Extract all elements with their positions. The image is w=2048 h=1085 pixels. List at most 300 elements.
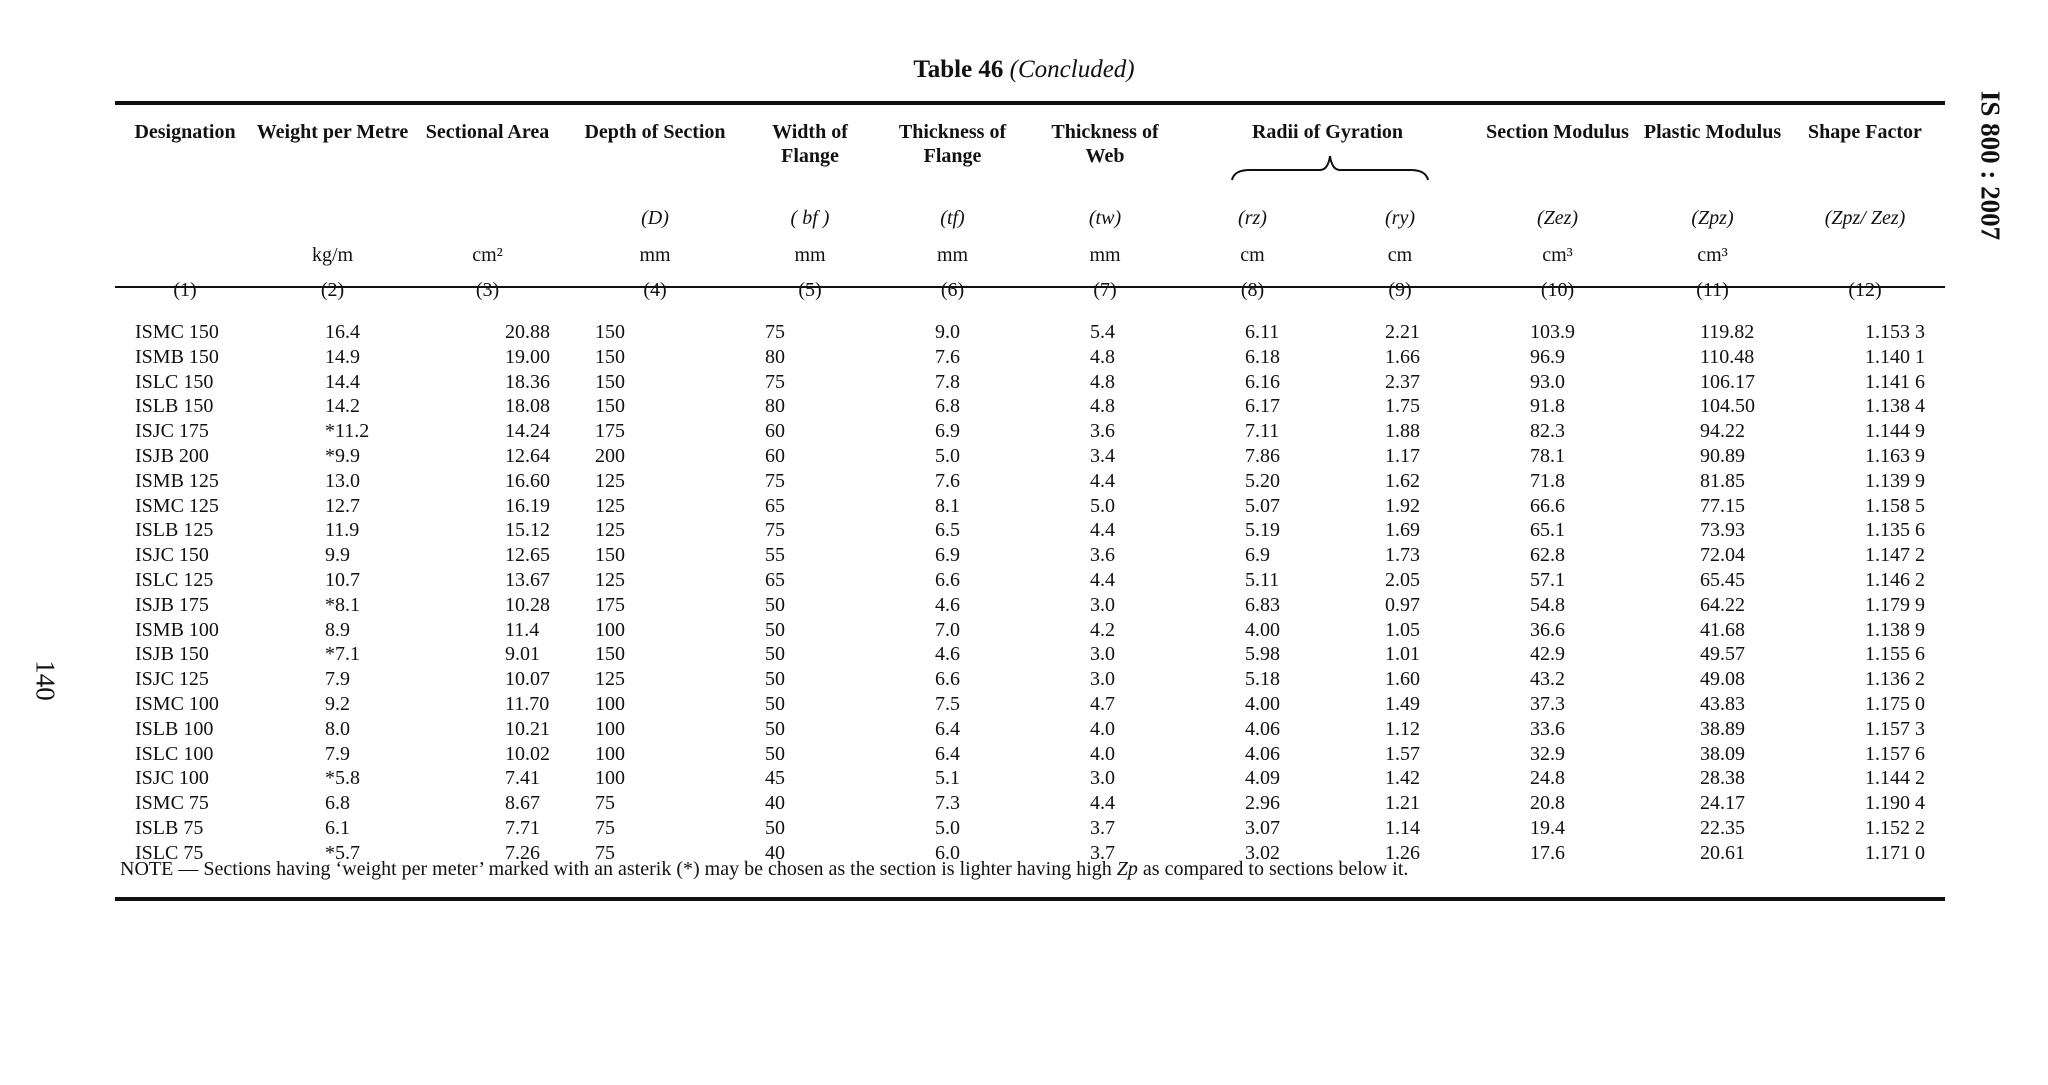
- table-cell: 1.73: [1385, 544, 1420, 567]
- table-cell: ISLB 150: [135, 395, 214, 418]
- table-cell: 100: [595, 742, 625, 765]
- table-cell: 11.9: [325, 519, 360, 542]
- table-cell: 40: [765, 792, 785, 815]
- col-number: (6): [940, 278, 965, 301]
- col-unit: cm: [1240, 243, 1265, 266]
- table-cell: 2.37: [1385, 370, 1420, 393]
- table-cell: 6.4: [935, 742, 960, 765]
- table-cell: ISMC 150: [135, 321, 219, 343]
- table-cell: 7.6: [935, 469, 960, 492]
- table-cell: 6.6: [935, 568, 960, 591]
- table-cell: 1.75: [1385, 395, 1420, 418]
- table-cell: 175: [595, 593, 625, 616]
- table-cell: ISJC 125: [135, 668, 209, 691]
- table-cell: 1.163 9: [1865, 444, 1925, 467]
- table-row: [115, 618, 1945, 643]
- table-cell: 50: [765, 593, 785, 616]
- table-cell: 1.158 5: [1865, 494, 1925, 517]
- table-row: [115, 667, 1945, 692]
- table-cell: 125: [595, 668, 625, 691]
- table-row: [115, 494, 1945, 519]
- table-cell: 18.08: [505, 395, 550, 418]
- col-header-radii: Radii of Gyration: [1251, 121, 1404, 143]
- table-cell: 5.0: [935, 444, 960, 467]
- table-row: [115, 469, 1945, 494]
- table-cell: 125: [595, 469, 625, 492]
- table-cell: 5.4: [1090, 321, 1115, 343]
- table-cell: 1.153 3: [1865, 321, 1925, 343]
- table-cell: 175: [595, 420, 625, 443]
- table-cell: 75: [595, 816, 615, 839]
- table-cell: 50: [765, 742, 785, 765]
- table-cell: 106.17: [1700, 370, 1755, 393]
- table-cell: 6.8: [325, 792, 350, 815]
- col-number: (10): [1540, 278, 1575, 301]
- table-cell: ISLB 125: [135, 519, 214, 542]
- table-cell: 5.1: [935, 767, 960, 790]
- table-row: [115, 816, 1945, 841]
- table-cell: 1.17: [1385, 444, 1420, 467]
- table-cell: 150: [595, 370, 625, 393]
- table-cell: 7.9: [325, 668, 350, 691]
- table-cell: 2.96: [1245, 792, 1280, 815]
- table-title: [0, 56, 2048, 84]
- table-cell: 90.89: [1700, 444, 1745, 467]
- table-cell: 12.64: [505, 444, 550, 467]
- table-cell: 50: [765, 668, 785, 691]
- table-cell: ISMC 100: [135, 692, 219, 715]
- table-cell: 125: [595, 494, 625, 517]
- table-cell: 6.9: [935, 420, 960, 443]
- table-cell: 125: [595, 519, 625, 542]
- table-cell: 93.0: [1530, 370, 1565, 393]
- table-cell: 16.19: [505, 494, 550, 517]
- table-row: [115, 518, 1945, 543]
- table-cell: 4.6: [935, 593, 960, 616]
- col-unit: mm: [1089, 243, 1121, 266]
- table-note: [120, 858, 1408, 881]
- table-cell: 75: [595, 841, 615, 864]
- table-cell: 80: [765, 345, 785, 368]
- table-cell: 6.11: [1245, 321, 1280, 343]
- table-cell: 78.1: [1530, 444, 1565, 467]
- table-row: [115, 791, 1945, 816]
- table-cell: 7.41: [505, 767, 540, 790]
- col-symbol: (D): [641, 206, 669, 229]
- table-cell: 64.22: [1700, 593, 1745, 616]
- col-unit: cm³: [1542, 243, 1573, 266]
- table-cell: 49.08: [1700, 668, 1745, 691]
- col-header-area: Sectional Area: [425, 121, 550, 143]
- table-cell: 6.18: [1245, 345, 1280, 368]
- table-cell: 1.69: [1385, 519, 1420, 542]
- table-cell: 4.4: [1090, 469, 1115, 492]
- table-cell: 7.26: [505, 841, 540, 864]
- table-cell: 1.57: [1385, 742, 1420, 765]
- table-row: [115, 320, 1945, 345]
- table-cell: 4.6: [935, 643, 960, 666]
- table-cell: 75: [765, 469, 785, 492]
- table-row: [115, 568, 1945, 593]
- table-cell: 91.8: [1530, 395, 1565, 418]
- table-cell: *9.9: [325, 444, 360, 467]
- table-cell: 1.157 6: [1865, 742, 1925, 765]
- table-cell: 6.8: [935, 395, 960, 418]
- top-rule: [115, 101, 1945, 105]
- col-symbol: [255, 198, 410, 238]
- table-cell: 8.9: [325, 618, 350, 641]
- table-cell: 5.0: [1090, 494, 1115, 517]
- table-cell: 1.60: [1385, 668, 1420, 691]
- table-cell: 150: [595, 544, 625, 567]
- table-cell: 50: [765, 692, 785, 715]
- table-cell: 200: [595, 444, 625, 467]
- table-cell: 4.0: [1090, 717, 1115, 740]
- col-unit: [115, 238, 255, 272]
- table-cell: ISJC 100: [135, 767, 209, 790]
- table-cell: 7.6: [935, 345, 960, 368]
- table-cell: 5.07: [1245, 494, 1280, 517]
- table-cell: 1.14: [1385, 816, 1420, 839]
- table-cell: 72.04: [1700, 544, 1745, 567]
- table-cell: 32.9: [1530, 742, 1565, 765]
- table-cell: 16.4: [325, 321, 360, 343]
- table-cell: 82.3: [1530, 420, 1565, 443]
- table-cell: 4.8: [1090, 395, 1115, 418]
- table-cell: 9.01: [505, 643, 540, 666]
- table-cell: 6.17: [1245, 395, 1280, 418]
- col-unit: kg/m: [311, 243, 354, 266]
- table-cell: 6.6: [935, 668, 960, 691]
- table-cell: 6.9: [935, 544, 960, 567]
- table-cell: 0.97: [1385, 593, 1420, 616]
- table-cell: 100: [595, 692, 625, 715]
- table-cell: 10.21: [505, 717, 550, 740]
- note-text-after: as compared to sections below it.: [1137, 858, 1409, 880]
- table-cell: 49.57: [1700, 643, 1745, 666]
- table-cell: 3.4: [1090, 444, 1115, 467]
- table-cell: 4.4: [1090, 792, 1115, 815]
- table-cell: 54.8: [1530, 593, 1565, 616]
- table-cell: 1.21: [1385, 792, 1420, 815]
- col-number: (2): [320, 278, 345, 301]
- col-number: (1): [173, 278, 197, 301]
- table-cell: 1.92: [1385, 494, 1420, 517]
- table-cell: 7.3: [935, 792, 960, 815]
- table-cell: 1.179 9: [1865, 593, 1925, 616]
- table-cell: ISLC 125: [135, 568, 214, 591]
- table-cell: 1.12: [1385, 717, 1420, 740]
- table-cell: 3.02: [1245, 841, 1280, 864]
- table-cell: 65: [765, 568, 785, 591]
- table-cell: 41.68: [1700, 618, 1745, 641]
- table-cell: ISLC 75: [135, 841, 204, 864]
- table-cell: 9.2: [325, 692, 350, 715]
- table-cell: 1.49: [1385, 692, 1420, 715]
- col-header-weight: Weight per Metre: [256, 121, 409, 143]
- table-cell: 65: [765, 494, 785, 517]
- table-cell: 1.171 0: [1865, 841, 1925, 864]
- col-number: (11): [1696, 278, 1729, 301]
- table-cell: 2.21: [1385, 321, 1420, 343]
- col-number: (8): [1240, 278, 1265, 301]
- note-symbol: Zp: [1116, 858, 1138, 880]
- col-symbol: (tw): [1088, 206, 1122, 229]
- table-cell: 7.0: [935, 618, 960, 641]
- table-cell: 4.4: [1090, 568, 1115, 591]
- table-cell: 37.3: [1530, 692, 1565, 715]
- table-cell: 1.26: [1385, 841, 1420, 864]
- table-cell: 1.146 2: [1865, 568, 1925, 591]
- table-cell: 4.09: [1245, 767, 1280, 790]
- table-cell: 10.02: [505, 742, 550, 765]
- table-cell: 20.8: [1530, 792, 1565, 815]
- table-cell: 4.2: [1090, 618, 1115, 641]
- table-cell: 6.16: [1245, 370, 1280, 393]
- table-cell: 9.0: [935, 321, 960, 343]
- table-cell: ISMC 125: [135, 494, 219, 517]
- col-header-depth: Depth of Section: [584, 121, 726, 143]
- table-cell: 1.190 4: [1865, 792, 1925, 815]
- table-cell: ISMB 150: [135, 345, 219, 368]
- table-cell: 75: [765, 370, 785, 393]
- table-cell: 1.152 2: [1865, 816, 1925, 839]
- table-cell: 110.48: [1700, 345, 1755, 368]
- table-cell: 38.09: [1700, 742, 1745, 765]
- table-cell: 1.175 0: [1865, 692, 1925, 715]
- table-cell: 45: [765, 767, 785, 790]
- table-cell: 7.9: [325, 742, 350, 765]
- table-cell: 4.8: [1090, 345, 1115, 368]
- table-cell: 5.19: [1245, 519, 1280, 542]
- table-cell: 3.0: [1090, 767, 1115, 790]
- table-cell: 66.6: [1530, 494, 1565, 517]
- table-cell: 50: [765, 618, 785, 641]
- table-cell: 1.88: [1385, 420, 1420, 443]
- table-cell: ISMB 125: [135, 469, 219, 492]
- table-cell: 73.93: [1700, 519, 1745, 542]
- table-cell: 10.7: [325, 568, 360, 591]
- col-number: (5): [798, 278, 822, 301]
- table-cell: 94.22: [1700, 420, 1745, 443]
- table-cell: 75: [765, 519, 785, 542]
- table-cell: ISMC 75: [135, 792, 209, 815]
- table-row: [115, 419, 1945, 444]
- table-cell: 81.85: [1700, 469, 1745, 492]
- table-cell: 6.9: [1245, 544, 1270, 567]
- table-cell: 4.4: [1090, 519, 1115, 542]
- table-cell: 40: [765, 841, 785, 864]
- col-number: (9): [1388, 278, 1412, 301]
- table-cell: 65.1: [1530, 519, 1565, 542]
- table-cell: 7.71: [505, 816, 540, 839]
- table-cell: 7.5: [935, 692, 960, 715]
- table-cell: 24.8: [1530, 767, 1565, 790]
- section-properties-table: [115, 120, 1945, 866]
- table-cell: 11.4: [505, 618, 540, 641]
- table-cell: 60: [765, 444, 785, 467]
- col-symbol: [115, 198, 255, 238]
- table-row: [115, 345, 1945, 370]
- table-row: [115, 394, 1945, 419]
- header-units-row: [115, 238, 1945, 272]
- table-cell: 75: [595, 792, 615, 815]
- col-header-plastic-modulus: Plastic Modulus: [1643, 121, 1782, 143]
- table-cell: 17.6: [1530, 841, 1565, 864]
- table-cell: 150: [595, 321, 625, 343]
- table-cell: 4.06: [1245, 717, 1280, 740]
- table-cell: 75: [765, 321, 785, 343]
- table-row: [115, 742, 1945, 767]
- col-header-width: Width of Flange: [772, 121, 848, 167]
- table-cell: 60: [765, 420, 785, 443]
- col-header-section-modulus: Section Modulus: [1486, 121, 1629, 143]
- table-cell: ISLC 150: [135, 370, 214, 393]
- table-cell: ISJC 175: [135, 420, 209, 443]
- col-unit: mm: [639, 243, 671, 266]
- table-cell: 20.61: [1700, 841, 1745, 864]
- col-number: (12): [1848, 278, 1882, 301]
- table-cell: ISLB 100: [135, 717, 214, 740]
- table-cell: *5.7: [325, 841, 360, 864]
- table-cell: 125: [595, 568, 625, 591]
- col-symbol: (Zez): [1536, 206, 1579, 229]
- col-number: (3): [475, 278, 500, 301]
- table-cell: 3.7: [1090, 816, 1115, 839]
- table-cell: 3.0: [1090, 668, 1115, 691]
- table-cell: 10.28: [505, 593, 550, 616]
- table-cell: 4.0: [1090, 742, 1115, 765]
- col-number: (7): [1093, 278, 1117, 301]
- table-cell: 5.98: [1245, 643, 1280, 666]
- table-cell: 18.36: [505, 370, 550, 393]
- table-cell: 3.0: [1090, 643, 1115, 666]
- col-header-shape-factor: Shape Factor: [1808, 121, 1922, 143]
- table-cell: 28.38: [1700, 767, 1745, 790]
- table-cell: ISJB 200: [135, 444, 209, 467]
- table-cell: 1.144 9: [1865, 420, 1925, 443]
- table-cell: 55: [765, 544, 785, 567]
- header-symbols-row: [115, 198, 1945, 238]
- table-cell: 5.20: [1245, 469, 1280, 492]
- table-cell: 57.1: [1530, 568, 1565, 591]
- table-cell: 12.65: [505, 544, 550, 567]
- table-cell: 96.9: [1530, 345, 1565, 368]
- table-cell: 50: [765, 643, 785, 666]
- table-cell: 1.147 2: [1865, 544, 1925, 567]
- table-cell: 1.155 6: [1865, 643, 1925, 666]
- table-cell: 13.0: [325, 469, 360, 492]
- table-cell: 3.6: [1090, 544, 1115, 567]
- table-cell: 19.00: [505, 345, 550, 368]
- col-number: (4): [643, 278, 667, 301]
- table-cell: 43.2: [1530, 668, 1565, 691]
- table-cell: 5.18: [1245, 668, 1280, 691]
- table-cell: 50: [765, 816, 785, 839]
- table-cell: 1.135 6: [1865, 519, 1925, 542]
- header-labels-row: [115, 120, 1945, 198]
- table-cell: 3.6: [1090, 420, 1115, 443]
- note-text-before: NOTE — Sections having ‘weight per meter’ marked with an asterik (*) may be chosen as the section is lighter having high: [120, 858, 1117, 880]
- table-cell: ISJB 175: [135, 593, 209, 616]
- table-cell: 14.2: [325, 395, 360, 418]
- table-cell: 24.17: [1700, 792, 1745, 815]
- table-cell: 14.4: [325, 370, 360, 393]
- table-cell: 5.11: [1245, 568, 1280, 591]
- table-cell: 150: [595, 345, 625, 368]
- table-cell: 1.62: [1385, 469, 1420, 492]
- table-cell: 14.24: [505, 420, 550, 443]
- bottom-rule: [115, 897, 1945, 901]
- table-cell: 12.7: [325, 494, 360, 517]
- table-cell: 4.7: [1090, 692, 1115, 715]
- table-cell: 6.5: [935, 519, 960, 542]
- table-cell: 7.8: [935, 370, 960, 393]
- table-cell: ISLB 75: [135, 816, 204, 839]
- table-row: [115, 444, 1945, 469]
- table-cell: 22.35: [1700, 816, 1745, 839]
- table-cell: ISJB 150: [135, 643, 209, 666]
- table-cell: 100: [595, 767, 625, 790]
- table-cell: 4.00: [1245, 618, 1280, 641]
- table-cell: ISLC 100: [135, 742, 214, 765]
- table-cell: 1.01: [1385, 643, 1420, 666]
- table-cell: 1.141 6: [1865, 370, 1925, 393]
- table-row: [115, 717, 1945, 742]
- table-row: [115, 593, 1945, 618]
- col-symbol: [410, 198, 565, 238]
- table-cell: 33.6: [1530, 717, 1565, 740]
- table-cell: 100: [595, 618, 625, 641]
- table-cell: 42.9: [1530, 643, 1565, 666]
- table-cell: 150: [595, 643, 625, 666]
- table-cell: 6.4: [935, 717, 960, 740]
- col-symbol: ( bf ): [790, 206, 830, 229]
- col-header-flange-thickness: Thickness of Flange: [898, 121, 1007, 167]
- table-cell: 65.45: [1700, 568, 1745, 591]
- table-cell: 100: [595, 717, 625, 740]
- table-cell: 77.15: [1700, 494, 1745, 517]
- table-cell: 7.11: [1245, 420, 1280, 443]
- table-cell: 9.9: [325, 544, 350, 567]
- col-symbol: (Zpz/ Zez): [1824, 206, 1906, 229]
- table-cell: 13.67: [505, 568, 550, 591]
- table-cell: 104.50: [1700, 395, 1755, 418]
- table-body: [115, 320, 1945, 866]
- table-cell: 1.144 2: [1865, 767, 1925, 790]
- table-cell: *7.1: [325, 643, 360, 666]
- table-cell: 20.88: [505, 321, 550, 343]
- table-cell: *8.1: [325, 593, 360, 616]
- table-row: [115, 642, 1945, 667]
- table-cell: 50: [765, 717, 785, 740]
- table-row: [115, 766, 1945, 791]
- col-unit: cm³: [1697, 243, 1728, 266]
- table-cell: 8.67: [505, 792, 540, 815]
- table-cell: 150: [595, 395, 625, 418]
- col-header-web-thickness: Thickness of Web: [1051, 121, 1159, 167]
- table-cell: 16.60: [505, 469, 550, 492]
- page-number: 140: [30, 660, 61, 701]
- table-cell: 15.12: [505, 519, 550, 542]
- table-row: [115, 370, 1945, 395]
- col-unit: cm: [1387, 243, 1413, 266]
- table-cell: 10.07: [505, 668, 550, 691]
- col-symbol: (ry): [1385, 206, 1415, 229]
- table-cell: 43.83: [1700, 692, 1745, 715]
- table-cell: 8.0: [325, 717, 350, 740]
- col-symbol: (tf): [940, 206, 965, 229]
